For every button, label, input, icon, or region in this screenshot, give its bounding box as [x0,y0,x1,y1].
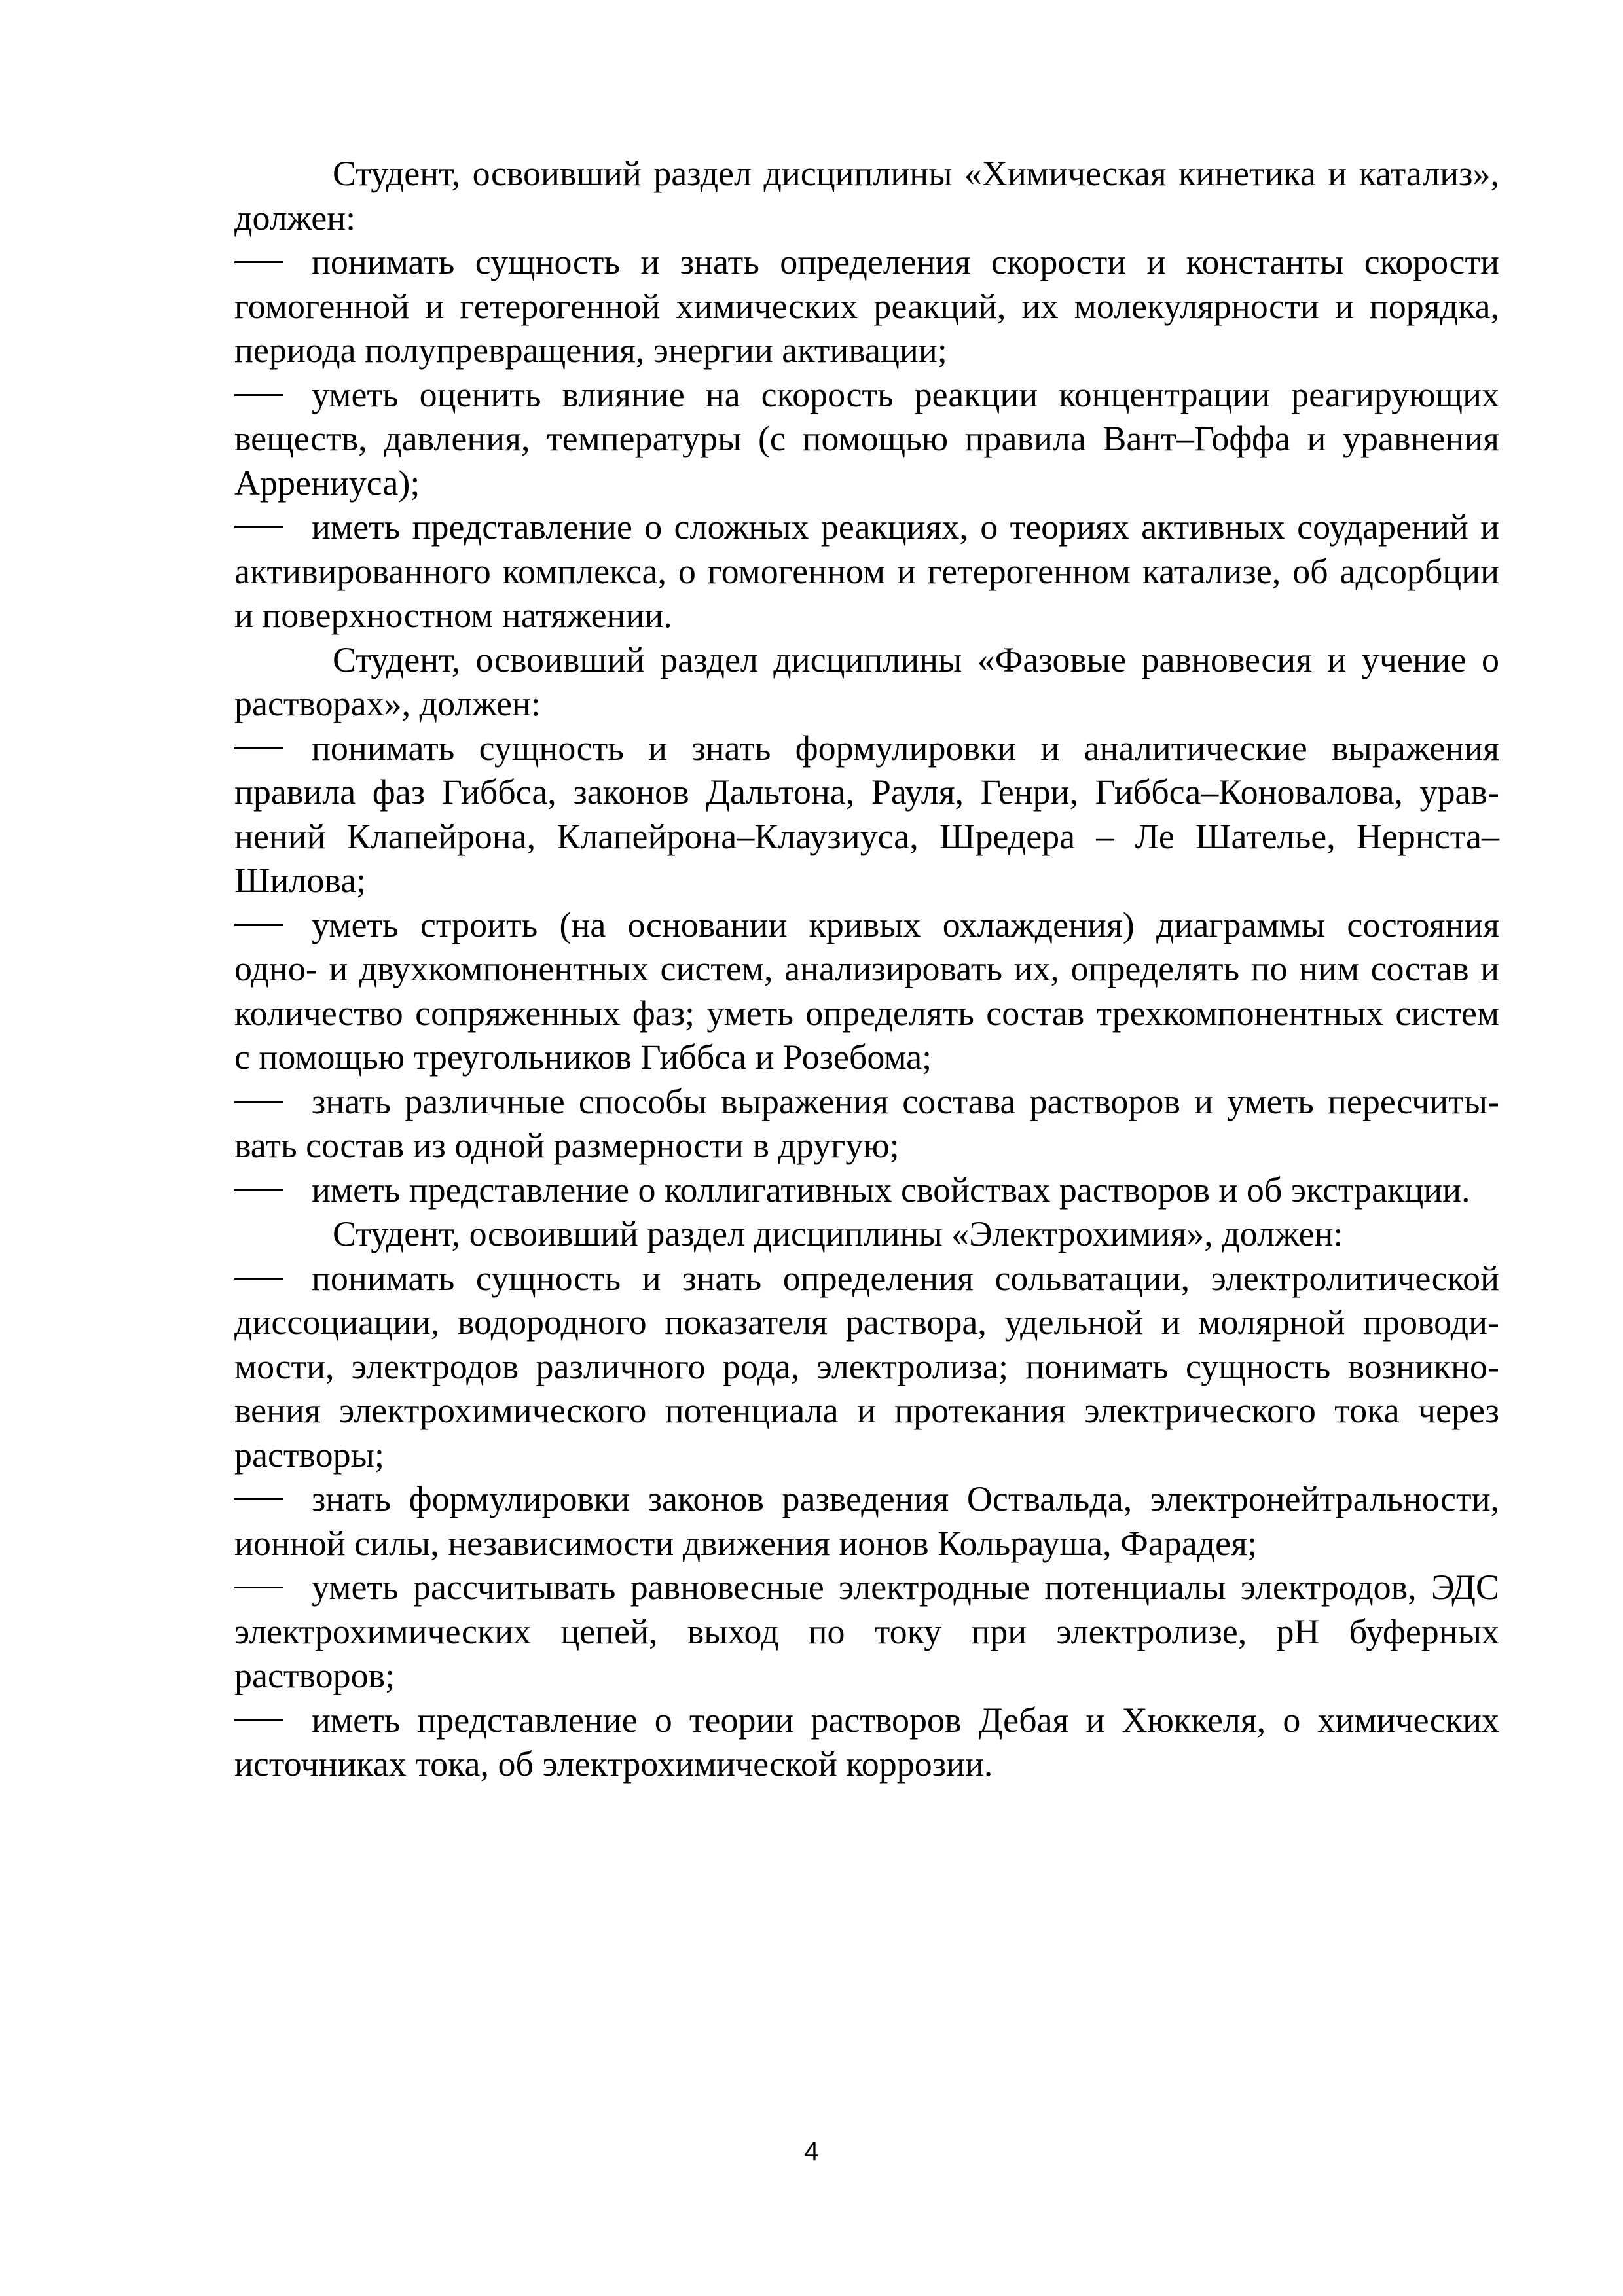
page-body [234,152,1499,1787]
list-item-text: понимать сущность и знать определения сольватации, электролитической диссоциации, водородного показателя раствора, удельной и молярной проводимости, электродов различного рода, электролиза; понимать сущность возникновения электрохимического потенциала и протекания электрического тока через растворы; [234,1258,1499,1475]
dash-bullet [234,373,312,418]
dash-bullet [234,1477,312,1522]
section-intro: Студент, освоивший раздел дисциплины «Электрохимия», должен: [333,1214,1343,1253]
list-item [234,726,1499,903]
page-number: 4 [804,2137,819,2166]
list-item [234,1168,1499,1213]
dash-bullet [234,1257,312,1301]
section-intro: Студент, освоивший раздел дисциплины «Фазовые равновесия и учение о растворах», должен: [234,639,1499,723]
list-item [234,373,1499,506]
dash-bullet [234,1168,312,1213]
list-item [234,1080,1499,1168]
list-item-text: уметь оценить влияние на скорость реакции концентрации реагирующих веществ, давления, температуры (с помощью правила Вант–Гоффа и уравнения Аррениуса); [234,374,1499,503]
section-electrochemistry [234,1212,1499,1787]
dash-bullet [234,505,312,550]
list-item-text: иметь представление о сложных реакциях, о теориях активных соударений и активированного комплекса, о гомогенном и гетерогенном катализе, об адсорбции и поверхностном натяжении. [234,507,1499,635]
dash-bullet [234,1080,312,1124]
list-item [234,903,1499,1080]
list-item [234,505,1499,638]
list-item-text: понимать сущность и знать формулировки и аналитические выражения правила фаз Гиббса, законов Дальтона, Рауля, Генри, Гиббса–Коновалова, уравнений Клапейрона, Клапейрона–Клаузиуса, Шредера – Ле Шателье, Нернста–Шилова; [234,728,1499,900]
list-item [234,1257,1499,1478]
list-item [234,1698,1499,1787]
list-item [234,1477,1499,1566]
list-item-text: знать различные способы выражения состава растворов и уметь пересчитывать состав из одной размерности в другую; [234,1081,1499,1165]
list-item [234,240,1499,373]
list-item [234,1566,1499,1698]
section-phase-equilibria [234,638,1499,1213]
section-intro: Студент, освоивший раздел дисциплины «Химическая кинетика и катализ», должен: [234,154,1499,238]
list-item-text: уметь строить (на основании кривых охлаждения) диаграммы состояния одно- и двухкомпонентных систем, анализировать их, определять по ним состав и количество сопряженных фаз; уметь определять состав трехкомпонентных систем с помощью треугольников Гиббса и Розебома; [234,905,1499,1077]
list-item-text: уметь рассчитывать равновесные электродные потенциалы электродов, ЭДС электрохимических цепей, выход по току при электролизе, pH буферных растворов; [234,1568,1499,1695]
list-item-text: понимать сущность и знать определения скорости и константы скорости гомогенной и гетерогенной химических реакций, их молекулярности и порядка, периода полупревращения, энергии активации; [234,242,1499,370]
dash-bullet [234,1698,312,1743]
dash-bullet [234,240,312,285]
list-item-text: иметь представление о коллигативных свойствах растворов и об экстракции. [312,1170,1470,1210]
list-item-text: иметь представление о теории растворов Дебая и Хюккеля, о химических источниках тока, об электрохимической коррозии. [234,1700,1499,1784]
dash-bullet [234,1566,312,1610]
dash-bullet [234,903,312,948]
dash-bullet [234,726,312,771]
list-item-text: знать формулировки законов разведения Оствальда, электронейтральности, ионной силы, независимости движения ионов Кольрауша, Фарадея; [234,1479,1499,1563]
section-kinetics [234,152,1499,638]
